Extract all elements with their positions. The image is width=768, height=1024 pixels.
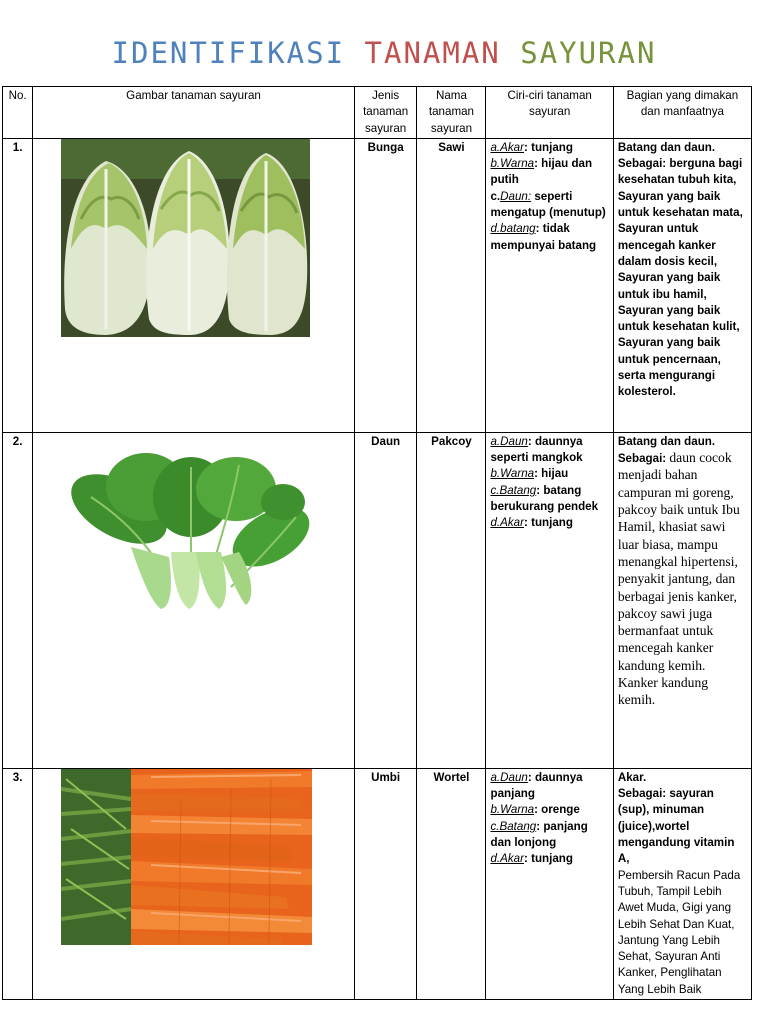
header-nama: Nama tanaman sayuran bbox=[417, 87, 486, 139]
bagian-text: daun cocok menjadi bahan campuran mi goreng, pakcoy baik untuk Ibu Hamil, khasiat sawi luar biasa, mampu menangkal hipertensi, penyakit jantung, dan berbagai jenis kanker, pakcoy sawi juga bermanfaat untuk mencegah kanker kandung kemih. Kanker kandung kemih. bbox=[617, 450, 740, 708]
jenis-cell: Bunga bbox=[354, 138, 417, 432]
table-row bbox=[3, 768, 752, 999]
ciri-value: : panjang dan lonjong bbox=[490, 819, 588, 850]
table-row bbox=[3, 138, 752, 432]
header-no: No. bbox=[3, 87, 33, 139]
header-ciri: Ciri-ciri tanaman sayuran bbox=[486, 87, 613, 139]
title-word-identifikasi: IDENTIFIKASI bbox=[111, 36, 346, 70]
ciri-value: : hijau bbox=[534, 467, 569, 481]
ciri-label: b.Warna bbox=[490, 803, 535, 817]
ciri-value: : daunnya panjang bbox=[490, 770, 583, 801]
image-cell bbox=[33, 432, 355, 768]
table-header-row bbox=[3, 87, 752, 139]
pakcoy-photo bbox=[61, 447, 310, 617]
header-gambar: Gambar tanaman sayuran bbox=[33, 87, 355, 139]
ciri-label: b.Warna bbox=[490, 157, 535, 171]
ciri-label: a.Daun bbox=[490, 434, 528, 448]
ciri-value: : daunnya seperti mangkok bbox=[490, 434, 583, 465]
bagian-heading: Batang dan daun. bbox=[617, 434, 716, 448]
row-number: 1. bbox=[3, 138, 33, 432]
ciri-value: : tidak mempunyai batang bbox=[490, 222, 597, 252]
jenis-cell: Umbi bbox=[354, 768, 417, 999]
image-cell bbox=[33, 138, 355, 432]
ciri-label: c.Batang bbox=[490, 483, 537, 497]
ciri-label: a.Daun bbox=[490, 770, 528, 784]
nama-cell: Wortel bbox=[417, 768, 486, 999]
ciri-prefix: c. bbox=[490, 189, 501, 203]
row-number: 2. bbox=[3, 432, 33, 768]
ciri-value: : tunjang bbox=[524, 516, 573, 530]
bagian-heading: Batang dan daun. bbox=[617, 140, 716, 154]
bagian-text: Sebagai: berguna bagi kesehatan tubuh kita, Sayuran yang baik untuk kesehatan mata, Sayuran untuk mencegah kanker dalam dosis kecil, Sayuran yang baik untuk ibu hamil, Sayuran yang baik untuk kesehatan kulit, Sayuran yang baik untuk pencernaan, serta mengurangi kolesterol. bbox=[617, 157, 743, 399]
bagian-heading: Akar. bbox=[617, 770, 647, 784]
bagian-lead: Sebagai: bbox=[617, 452, 670, 466]
bagian-cell bbox=[613, 432, 751, 768]
bagian-benefits: Pembersih Racun Pada Tubuh, Tampil Lebih Awet Muda, Gigi yang Lebih Sehat Dan Kuat, Jantung Yang Lebih Sehat, Sayuran Anti Kanker, Penglihatan Yang Lebih Baik bbox=[617, 868, 741, 996]
image-cell bbox=[33, 768, 355, 999]
ciri-cell bbox=[486, 432, 613, 768]
carrot-photo bbox=[61, 769, 312, 945]
ciri-label: Daun: bbox=[500, 189, 532, 203]
ciri-label: d.batang bbox=[490, 222, 536, 236]
ciri-value: : tunjang bbox=[524, 852, 573, 866]
ciri-cell bbox=[486, 768, 613, 999]
bagian-cell bbox=[613, 138, 751, 432]
ciri-label: c.Batang bbox=[490, 819, 537, 833]
ciri-value: seperti mengatup (menutup) bbox=[490, 189, 606, 220]
ciri-cell bbox=[486, 138, 613, 432]
title-word-sayuran: SAYURAN bbox=[520, 36, 657, 70]
ciri-value: : orenge bbox=[534, 803, 580, 817]
ciri-value: : hijau dan putih bbox=[490, 157, 593, 187]
ciri-label: b.Warna bbox=[490, 467, 535, 481]
nama-cell: Sawi bbox=[417, 138, 486, 432]
row-number: 3. bbox=[3, 768, 33, 999]
bagian-cell bbox=[613, 768, 751, 999]
ciri-value: : tunjang bbox=[524, 140, 573, 154]
title-word-tanaman: TANAMAN bbox=[364, 36, 501, 70]
header-bagian: Bagian yang dimakan dan manfaatnya bbox=[613, 87, 751, 139]
chinese-cabbage-photo bbox=[61, 139, 310, 337]
ciri-label: d.Akar bbox=[490, 852, 524, 866]
header-jenis: Jenis tanaman sayuran bbox=[354, 87, 417, 139]
page-title bbox=[0, 36, 768, 70]
jenis-cell: Daun bbox=[354, 432, 417, 768]
table-row bbox=[3, 432, 752, 768]
bagian-text: Sebagai: sayuran (sup), minuman (juice),wortel mengandung vitamin A, bbox=[617, 787, 735, 866]
ciri-value: : batang berukurang pendek bbox=[490, 483, 599, 514]
ciri-label: d.Akar bbox=[490, 516, 524, 530]
ciri-label: a.Akar bbox=[490, 140, 524, 154]
vegetable-table bbox=[2, 86, 752, 1000]
nama-cell: Pakcoy bbox=[417, 432, 486, 768]
